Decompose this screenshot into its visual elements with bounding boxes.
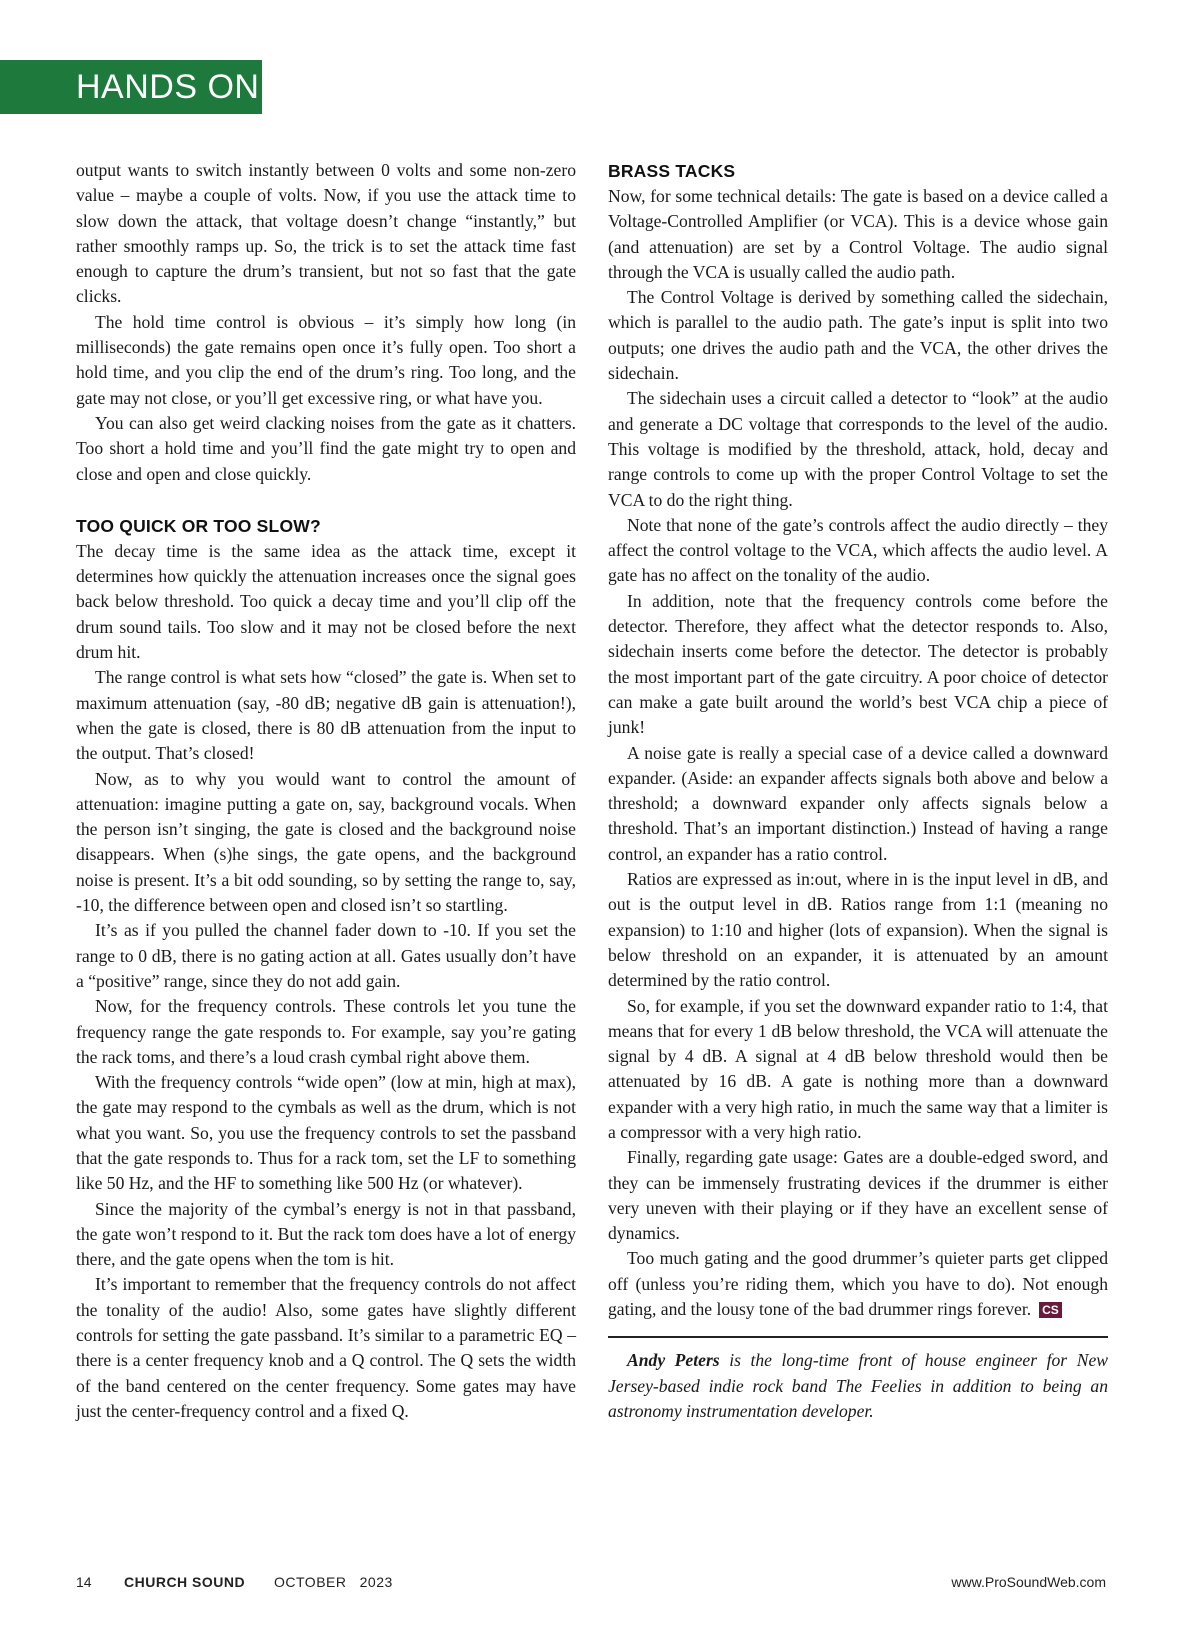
body-paragraph: output wants to switch instantly between 0 volts and some non-zero value – maybe a couple of volts. Now, if you use the attack time to slow down the attack, that voltage doesn’t change “instantly,” but rather smoothly ramps up. So, the trick is to set the attack time fast enough to capture the drum’s transient, but not so fast that the gate clicks. xyxy=(76,160,576,307)
body-paragraph: In addition, note that the frequency controls come before the detector. Therefore, they affect what the detector responds to. Also, sidechain inserts come before the detector. The detector is probably the most important part of the gate circuitry. A poor choice of detector can make a gate built around the world’s best VCA chip a piece of junk! xyxy=(608,590,1108,738)
body-paragraph: A noise gate is really a special case of a device called a downward expander. (Aside: an expander affects signals both above and below a threshold; a downward expander only affects signals below a threshold. That’s an important distinction.) Instead of having a range control, an expander has a ratio control. xyxy=(608,742,1108,864)
website-url: www.ProSoundWeb.com xyxy=(951,1574,1106,1590)
body-paragraph: So, for example, if you set the downward expander ratio to 1:4, that means that for every 1 dB below threshold, the VCA will attenuate the signal by 4 dB. A signal at 4 dB below threshold would then be attenuated by 16 dB. A gate is nothing more than a downward expander with a very high ratio, in much the same way that a limiter is a compressor with a very high ratio. xyxy=(608,995,1108,1142)
last-paragraph-text: Too much gating and the good drummer’s quieter parts get clipped off (unless you’re riding them, which you have to do). Not enough gating, and the lousy tone of the bad drummer rings forever. xyxy=(608,1248,1108,1320)
body-paragraph: The range control is what sets how “closed” the gate is. When set to maximum attenuation (say, -80 dB; negative dB gain is attenuation!), when the gate is closed, there is 80 dB attenuation from the input to the output. That’s closed! xyxy=(76,667,576,764)
body-paragraph: Note that none of the gate’s controls affect the audio directly – they affect the control voltage to the VCA, which affects the audio level. A gate has no affect on the tonality of the audio. xyxy=(608,514,1108,586)
section-tab xyxy=(0,60,262,114)
body-paragraph: The sidechain uses a circuit called a detector to “look” at the audio and generate a DC voltage that corresponds to the level of the audio. This voltage is modified by the threshold, attack, hold, decay and range controls to come up with the proper Control Voltage to set the VCA to do the right thing. xyxy=(608,388,1108,510)
author-bio-text: is the long-time front of house engineer for New Jersey-based indie rock band The Feelies in addition to being an astronomy instrumentation developer. xyxy=(608,1350,1108,1421)
subheading-too-quick: TOO QUICK OR TOO SLOW? xyxy=(76,515,321,536)
body-paragraph: Finally, regarding gate usage: Gates are a double-edged sword, and they can be immensely frustrating devices if the drummer is either very uneven with their playing or if they have an excellent sense of dynamics. xyxy=(608,1147,1108,1244)
body-paragraph: The hold time control is obvious – it’s simply how long (in milliseconds) the gate remains open once it’s fully open. Too short a hold time, and you clip the end of the drum’s ring. Too long, and the gate may not close, or you’ll get excessive ring, or what have you. xyxy=(76,311,576,408)
page-number: 14 xyxy=(76,1574,92,1590)
body-paragraph: With the frequency controls “wide open” (low at min, high at max), the gate may respond to the cymbals as well as the drum, which is not what you want. So, you use the frequency controls to set the passband that the gate responds to. Thus for a rack tom, set the LF to something like 50 Hz, and the HF to something like 500 Hz (or whatever). xyxy=(76,1072,576,1194)
last-paragraph xyxy=(608,1246,1108,1322)
issue-date: OCTOBER 2023 xyxy=(274,1574,393,1590)
body-paragraph: The decay time is the same idea as the attack time, except it determines how quickly the attenuation increases once the signal goes back below threshold. Too quick a decay time and you’ll clip off the drum sound tails. Too slow and it may not be closed before the next drum hit. xyxy=(76,540,576,663)
bio-divider xyxy=(608,1336,1108,1338)
right-column xyxy=(608,158,1108,1424)
magazine-name: CHURCH SOUND xyxy=(124,1574,246,1590)
body-paragraph: Now, as to why you would want to control the amount of attenuation: imagine putting a gate on, say, background vocals. When the person isn’t singing, the gate is closed and the background noise disappears. When (s)he sings, the gate opens, and the background noise is present. It’s a bit odd sounding, so by setting the range to, say, -10, the difference between open and closed isn’t so startling. xyxy=(76,768,576,916)
body-paragraph: Ratios are expressed as in:out, where in is the input level in dB, and out is the output level in dB. Ratios range from 1:1 (meaning no expansion) to 1:10 and higher (lots of expansion). When the signal is below threshold on an expander, it is attenuated by an amount determined by the ratio control. xyxy=(608,869,1108,991)
left-column xyxy=(76,158,576,1424)
subheading-brass-tacks: BRASS TACKS xyxy=(608,161,736,181)
body-paragraph: Now, for some technical details: The gate is based on a device called a Voltage-Controlled Amplifier (or VCA). This is a device whose gain (and attenuation) are set by a Control Voltage. The audio signal through the VCA is usually called the audio path. xyxy=(608,186,1108,282)
section-tab-label: HANDS ON xyxy=(76,67,260,106)
end-mark-badge: CS xyxy=(1039,1302,1062,1318)
body-paragraph: It’s important to remember that the frequency controls do not affect the tonality of the audio! Also, some gates have slightly different controls for setting the gate passband. It’s similar to a parametric EQ – there is a center frequency knob and a Q control. The Q sets the width of the band centered on the center frequency. Some gates may have just the center-frequency control and a fixed Q. xyxy=(76,1274,576,1421)
body-paragraph: Now, for the frequency controls. These controls let you tune the frequency range the gate responds to. For example, say you’re gating the rack toms, and there’s a loud crash cymbal right above them. xyxy=(76,996,576,1067)
body-paragraph: It’s as if you pulled the channel fader down to -10. If you set the range to 0 dB, there is no gating action at all. Gates usually don’t have a “positive” range, since they do not add gain. xyxy=(76,920,576,991)
page-footer xyxy=(76,1574,1106,1596)
author-bio xyxy=(608,1348,1108,1424)
body-paragraph: Since the majority of the cymbal’s energy is not in that passband, the gate won’t respond to it. But the rack tom does have a lot of energy there, and the gate opens when the tom is hit. xyxy=(76,1198,576,1270)
body-paragraph: The Control Voltage is derived by something called the sidechain, which is parallel to the audio path. The gate’s input is split into two outputs; one drives the audio path and the VCA, the other drives the sidechain. xyxy=(608,287,1108,384)
author-name: Andy Peters xyxy=(627,1350,720,1371)
body-paragraph: You can also get weird clacking noises from the gate as it chatters. Too short a hold time and you’ll find the gate might try to open and close and open and close quickly. xyxy=(76,412,576,484)
